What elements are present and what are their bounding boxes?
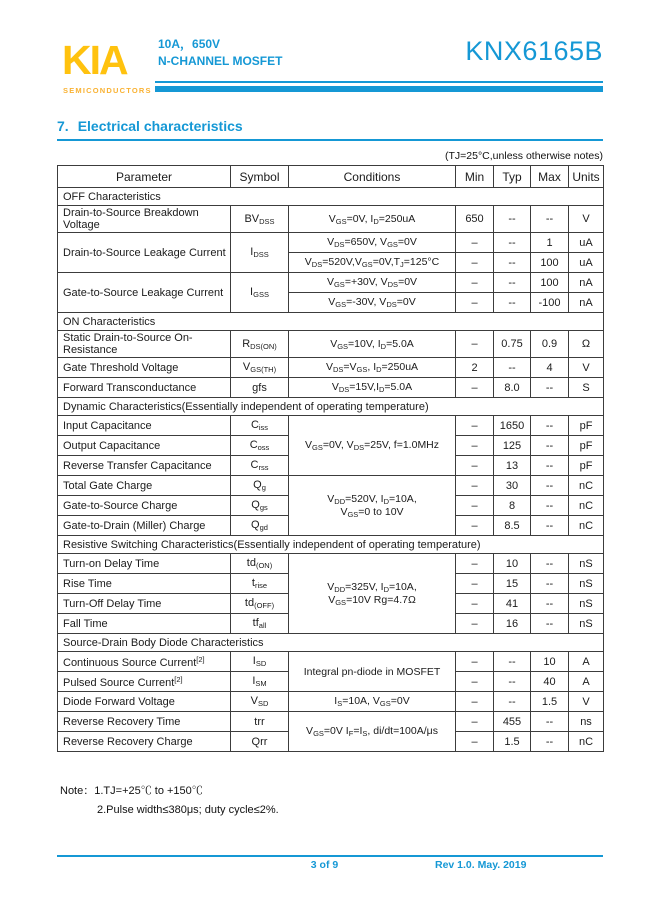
min-cell: –	[456, 554, 494, 574]
units-cell: nC	[569, 476, 604, 496]
symbol-cell: $Q_{gd}$	[231, 516, 289, 536]
typ-cell: 10	[494, 554, 531, 574]
units-cell: V	[569, 692, 604, 712]
max-cell: pF	[569, 456, 604, 476]
min-cell: 100	[531, 253, 569, 273]
section-heading	[57, 118, 243, 134]
symbol-cell: $I_{DSS}$	[231, 233, 289, 273]
min-cell: –	[456, 712, 494, 732]
min-cell: –	[456, 652, 494, 672]
notes-block	[60, 782, 279, 819]
min-cell: –	[456, 476, 494, 496]
max-cell: nC	[569, 732, 604, 752]
symbol-cell: $C_{rss}$	[231, 456, 289, 476]
min-cell: –	[456, 416, 494, 436]
conditions-cell: --	[494, 253, 531, 273]
footer-page-number: 3 of 9	[310, 859, 339, 871]
param-cell: Fall Time	[58, 614, 231, 634]
param-cell: Output Capacitance	[58, 436, 231, 456]
symbol-cell: $td_{(ON)}$	[231, 554, 289, 574]
param-cell: Turn-Off Delay Time	[58, 594, 231, 614]
symbol-cell: –	[456, 293, 494, 313]
param-cell: Pulsed Source Current[2]	[58, 672, 231, 692]
note-label: Note：	[60, 785, 95, 797]
device-summary	[158, 36, 282, 71]
section-heading-rule	[57, 139, 603, 141]
typ-cell: nA	[569, 293, 604, 313]
typ-cell: --	[531, 574, 569, 594]
header-rule-thick	[155, 86, 603, 92]
table-row	[58, 233, 604, 253]
section-row	[58, 188, 604, 206]
units-cell: Ω	[569, 331, 604, 358]
symbol-cell: $tf_{all}$	[231, 614, 289, 634]
param-cell: $V_{DS}=520V,V_{GS}=0V,T_J=125^\circ C$	[289, 253, 456, 273]
symbol-cell: $I_{SM}$	[231, 672, 289, 692]
symbol-cell: $V_{GS(TH)}$	[231, 358, 289, 378]
min-cell: 13	[494, 456, 531, 476]
symbol-cell: $BV_{DSS}$	[231, 206, 289, 233]
section-row-label: Resistive Switching Characteristics(Essentially independent of operating temperature)	[58, 536, 604, 554]
typ-cell: --	[531, 732, 569, 752]
units-cell: V	[569, 206, 604, 233]
section-row-label: Source-Drain Body Diode Characteristics	[58, 634, 604, 652]
symbol-cell: $V_{SD}$	[231, 692, 289, 712]
table-row	[58, 476, 604, 496]
table-row	[58, 378, 604, 398]
param-cell: Gate Threshold Voltage	[58, 358, 231, 378]
electrical-characteristics-table	[57, 165, 604, 752]
typ-cell: 30	[494, 476, 531, 496]
symbol-cell: $C_{oss}$	[231, 436, 289, 456]
logo-subtitle: SEMICONDUCTORS	[63, 86, 152, 95]
symbol-cell: gfs	[231, 378, 289, 398]
symbol-cell: $t_{rise}$	[231, 574, 289, 594]
min-cell: –	[456, 692, 494, 712]
max-cell: --	[531, 206, 569, 233]
typ-cell: 0.75	[494, 331, 531, 358]
header-cell: Parameter	[58, 166, 231, 188]
max-cell: nC	[569, 496, 604, 516]
footer-rule	[57, 855, 603, 857]
min-cell: 41	[494, 594, 531, 614]
param-cell: Continuous Source Current[2]	[58, 652, 231, 672]
typ-cell: 8.0	[494, 378, 531, 398]
header-cell: Max	[531, 166, 569, 188]
section-row-label: Dynamic Characteristics(Essentially independent of operating temperature)	[58, 398, 604, 416]
symbol-cell: $R_{DS(ON)}$	[231, 331, 289, 358]
section-number: 7.	[57, 118, 69, 134]
symbol-cell: $Q_{gs}$	[231, 496, 289, 516]
test-condition-note: (TJ=25°C,unless otherwise notes)	[445, 150, 603, 162]
min-cell: 1.5	[494, 732, 531, 752]
max-cell: A	[569, 672, 604, 692]
units-cell: A	[569, 652, 604, 672]
conditions-cell: –	[456, 516, 494, 536]
param-cell: Total Gate Charge	[58, 476, 231, 496]
min-cell: 125	[494, 436, 531, 456]
conditions-cell: $V_{GS}=+30V$, $V_{DS}=0V$	[289, 273, 456, 293]
conditions-cell: $I_S=10A$, $V_{GS}=0V$	[289, 692, 456, 712]
units-cell: pF	[569, 416, 604, 436]
footer-revision: Rev 1.0. May. 2019	[435, 859, 527, 871]
min-cell: --	[494, 672, 531, 692]
units-cell: ns	[569, 712, 604, 732]
conditions-cell: $V_{GS}=0V$ $I_F=I_S$, di/dt=100A/μs	[289, 712, 456, 752]
table-row	[58, 331, 604, 358]
typ-cell: --	[494, 652, 531, 672]
param-cell: Static Drain-to-Source On-Resistance	[58, 331, 231, 358]
min-cell: –	[456, 273, 494, 293]
max-cell: 1.5	[531, 692, 569, 712]
note-line-2	[60, 801, 279, 820]
min-cell: 16	[494, 614, 531, 634]
max-cell: nS	[569, 574, 604, 594]
param-cell: Drain-to-Source Leakage Current	[58, 233, 231, 273]
symbol-cell: $I_{GSS}$	[231, 273, 289, 313]
max-cell: 4	[531, 358, 569, 378]
part-number: KNX6165B	[465, 36, 603, 66]
min-cell: 8	[494, 496, 531, 516]
symbol-cell: –	[456, 253, 494, 273]
header-cell: Units	[569, 166, 604, 188]
device-type: N-CHANNEL MOSFET	[158, 54, 283, 69]
conditions-cell: –	[456, 594, 494, 614]
conditions-cell: $V_{DS}=15V,I_D=5.0A$	[289, 378, 456, 398]
symbol-cell: Qrr	[231, 732, 289, 752]
typ-cell: 40	[531, 672, 569, 692]
conditions-cell: –	[456, 732, 494, 752]
units-cell: S	[569, 378, 604, 398]
param-cell: Gate-to-Source Leakage Current	[58, 273, 231, 313]
typ-cell: 455	[494, 712, 531, 732]
typ-cell: --	[494, 233, 531, 253]
param-cell: Rise Time	[58, 574, 231, 594]
conditions-cell: $V_{GS}=0V$, $I_D=250uA$	[289, 206, 456, 233]
typ-cell: --	[531, 614, 569, 634]
typ-cell: --	[494, 358, 531, 378]
param-cell: Drain-to-Source Breakdown Voltage	[58, 206, 231, 233]
max-cell: nS	[569, 614, 604, 634]
conditions-cell: –	[456, 496, 494, 516]
max-cell: 100	[531, 273, 569, 293]
max-cell: 10	[531, 652, 569, 672]
header-rule-thin	[155, 81, 603, 83]
typ-cell: --	[531, 436, 569, 456]
typ-cell: --	[531, 456, 569, 476]
typ-cell: uA	[569, 253, 604, 273]
param-cell: $V_{GS}=-30V$, $V_{DS}=0V$	[289, 293, 456, 313]
table-row	[58, 652, 604, 672]
param-cell: Gate-to-Drain (Miller) Charge	[58, 516, 231, 536]
min-cell: –	[456, 331, 494, 358]
section-row-label: ON Characteristics	[58, 313, 604, 331]
min-cell: 650	[456, 206, 494, 233]
conditions-cell: $V_{DD}=325V$, $I_D=10A$, $V_{GS}=10V$ Rg=4.7Ω	[289, 554, 456, 634]
max-cell: nC	[569, 516, 604, 536]
max-cell: --	[531, 378, 569, 398]
max-cell: pF	[569, 436, 604, 456]
header-cell: Typ	[494, 166, 531, 188]
header-cell: Conditions	[289, 166, 456, 188]
note-line-1	[60, 782, 279, 801]
typ-cell: --	[494, 273, 531, 293]
param-cell: Forward Transconductance	[58, 378, 231, 398]
typ-cell: --	[494, 206, 531, 233]
table-row	[58, 358, 604, 378]
conditions-cell: $V_{DS}=V_{GS}$, $I_D=250uA$	[289, 358, 456, 378]
section-row	[58, 313, 604, 331]
conditions-cell: $V_{GS}=0V$, $V_{DS}=25V$, f=1.0MHz	[289, 416, 456, 476]
conditions-cell: –	[456, 456, 494, 476]
param-cell: Diode Forward Voltage	[58, 692, 231, 712]
max-cell: --	[531, 712, 569, 732]
symbol-cell: $C_{iss}$	[231, 416, 289, 436]
max-cell: --	[531, 476, 569, 496]
conditions-cell: –	[456, 436, 494, 456]
table-row	[58, 712, 604, 732]
max-cell: --	[531, 554, 569, 574]
typ-cell: 1650	[494, 416, 531, 436]
symbol-cell: $I_{SD}$	[231, 652, 289, 672]
section-row	[58, 398, 604, 416]
section-title: Electrical characteristics	[77, 118, 243, 134]
table-row	[58, 416, 604, 436]
table-header-row	[58, 166, 604, 188]
header-cell: Symbol	[231, 166, 289, 188]
max-cell: 0.9	[531, 331, 569, 358]
param-cell: Input Capacitance	[58, 416, 231, 436]
typ-cell: --	[494, 692, 531, 712]
typ-cell: --	[531, 594, 569, 614]
symbol-cell: trr	[231, 712, 289, 732]
typ-cell: --	[531, 516, 569, 536]
conditions-cell: $V_{DD}=520V$, $I_D=10A$, $V_{GS}=0$ to 10V	[289, 476, 456, 536]
min-cell: –	[456, 378, 494, 398]
min-cell: -100	[531, 293, 569, 313]
table-row	[58, 692, 604, 712]
symbol-cell: $Q_g$	[231, 476, 289, 496]
symbol-cell: $td_{(OFF)}$	[231, 594, 289, 614]
table-row	[58, 273, 604, 293]
max-cell: 1	[531, 233, 569, 253]
conditions-cell: –	[456, 614, 494, 634]
units-cell: nS	[569, 554, 604, 574]
param-cell: Reverse Recovery Time	[58, 712, 231, 732]
section-row	[58, 634, 604, 652]
conditions-cell: Integral pn-diode in MOSFET	[289, 652, 456, 692]
param-cell: Reverse Recovery Charge	[58, 732, 231, 752]
device-rating: 10A，650V	[158, 37, 221, 51]
units-cell: nA	[569, 273, 604, 293]
min-cell: –	[456, 233, 494, 253]
typ-cell: --	[531, 496, 569, 516]
param-cell: Turn-on Delay Time	[58, 554, 231, 574]
param-cell: Gate-to-Source Charge	[58, 496, 231, 516]
min-cell: 8.5	[494, 516, 531, 536]
min-cell: 2	[456, 358, 494, 378]
units-cell: V	[569, 358, 604, 378]
conditions-cell: –	[456, 574, 494, 594]
conditions-cell: –	[456, 672, 494, 692]
conditions-cell: --	[494, 293, 531, 313]
units-cell: uA	[569, 233, 604, 253]
section-row	[58, 536, 604, 554]
min-cell: 15	[494, 574, 531, 594]
max-cell: nS	[569, 594, 604, 614]
conditions-cell: $V_{GS}=10V$, $I_D=5.0A$	[289, 331, 456, 358]
kia-logo: KIA	[62, 37, 127, 83]
max-cell: --	[531, 416, 569, 436]
header-cell: Min	[456, 166, 494, 188]
table-row	[58, 206, 604, 233]
section-row-label: OFF Characteristics	[58, 188, 604, 206]
conditions-cell: $V_{DS}=650V$, $V_{GS}=0V$	[289, 233, 456, 253]
note-item-1: 1.TJ=+25℃ to +150℃	[94, 785, 203, 797]
note-item-2: 2.Pulse width≤380μs; duty cycle≤2%.	[97, 803, 279, 816]
param-cell: Reverse Transfer Capacitance	[58, 456, 231, 476]
table-row	[58, 554, 604, 574]
